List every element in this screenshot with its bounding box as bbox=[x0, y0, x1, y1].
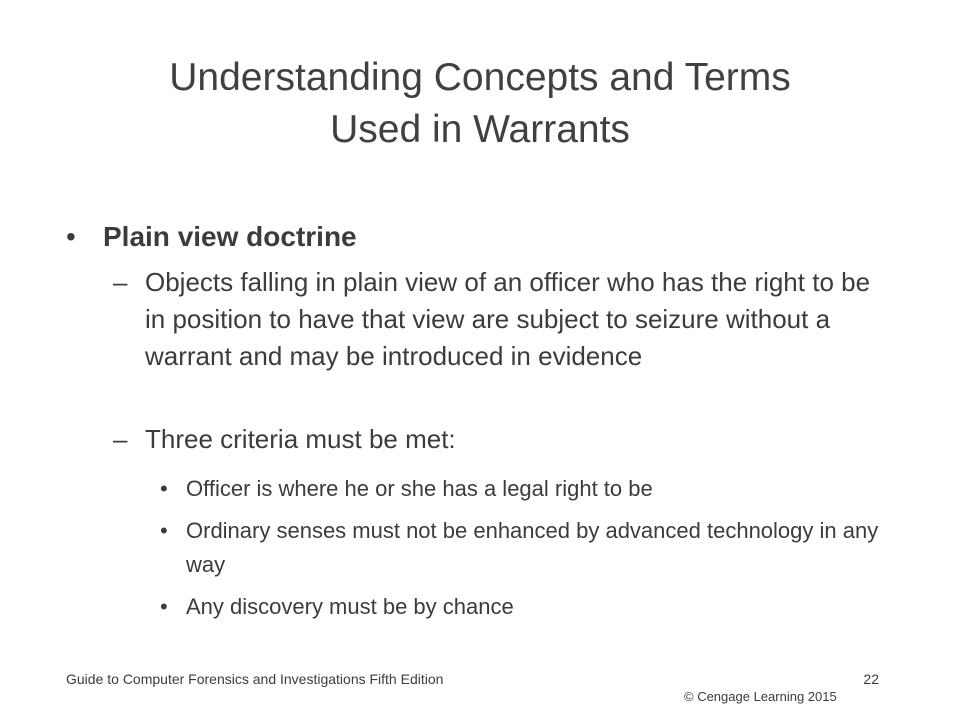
dash-marker: – bbox=[113, 267, 128, 297]
bullet-marker: • bbox=[66, 221, 76, 252]
footer-book-title: Guide to Computer Forensics and Investigations Fifth Edition bbox=[66, 671, 444, 687]
criteria-item-text: Ordinary senses must not be enhanced by advanced technology in any way bbox=[186, 518, 879, 577]
footer-copyright: © Cengage Learning 2015 bbox=[684, 689, 837, 704]
dash-marker: – bbox=[113, 424, 128, 454]
slide-title-line-1: Understanding Concepts and Terms bbox=[169, 56, 791, 99]
bullet-marker: • bbox=[160, 518, 168, 543]
main-bullet-text: Plain view doctrine bbox=[103, 221, 357, 252]
slide-title-line-2: Used in Warrants bbox=[330, 108, 630, 151]
criteria-item-text: Officer is where he or she has a legal right to be bbox=[186, 476, 653, 501]
criteria-item-text: Any discovery must be by chance bbox=[186, 594, 514, 619]
bullet-marker: • bbox=[160, 476, 168, 501]
bullet-marker: • bbox=[160, 594, 168, 619]
slide-title bbox=[60, 52, 900, 156]
sub-item-text: Three criteria must be met: bbox=[145, 424, 456, 454]
footer-page-number: 22 bbox=[863, 671, 879, 687]
sub-item-text: Objects falling in plain view of an officer who has the right to be in position to have that view are subject to seizure without a warrant and may be introduced in evidence bbox=[145, 267, 871, 371]
